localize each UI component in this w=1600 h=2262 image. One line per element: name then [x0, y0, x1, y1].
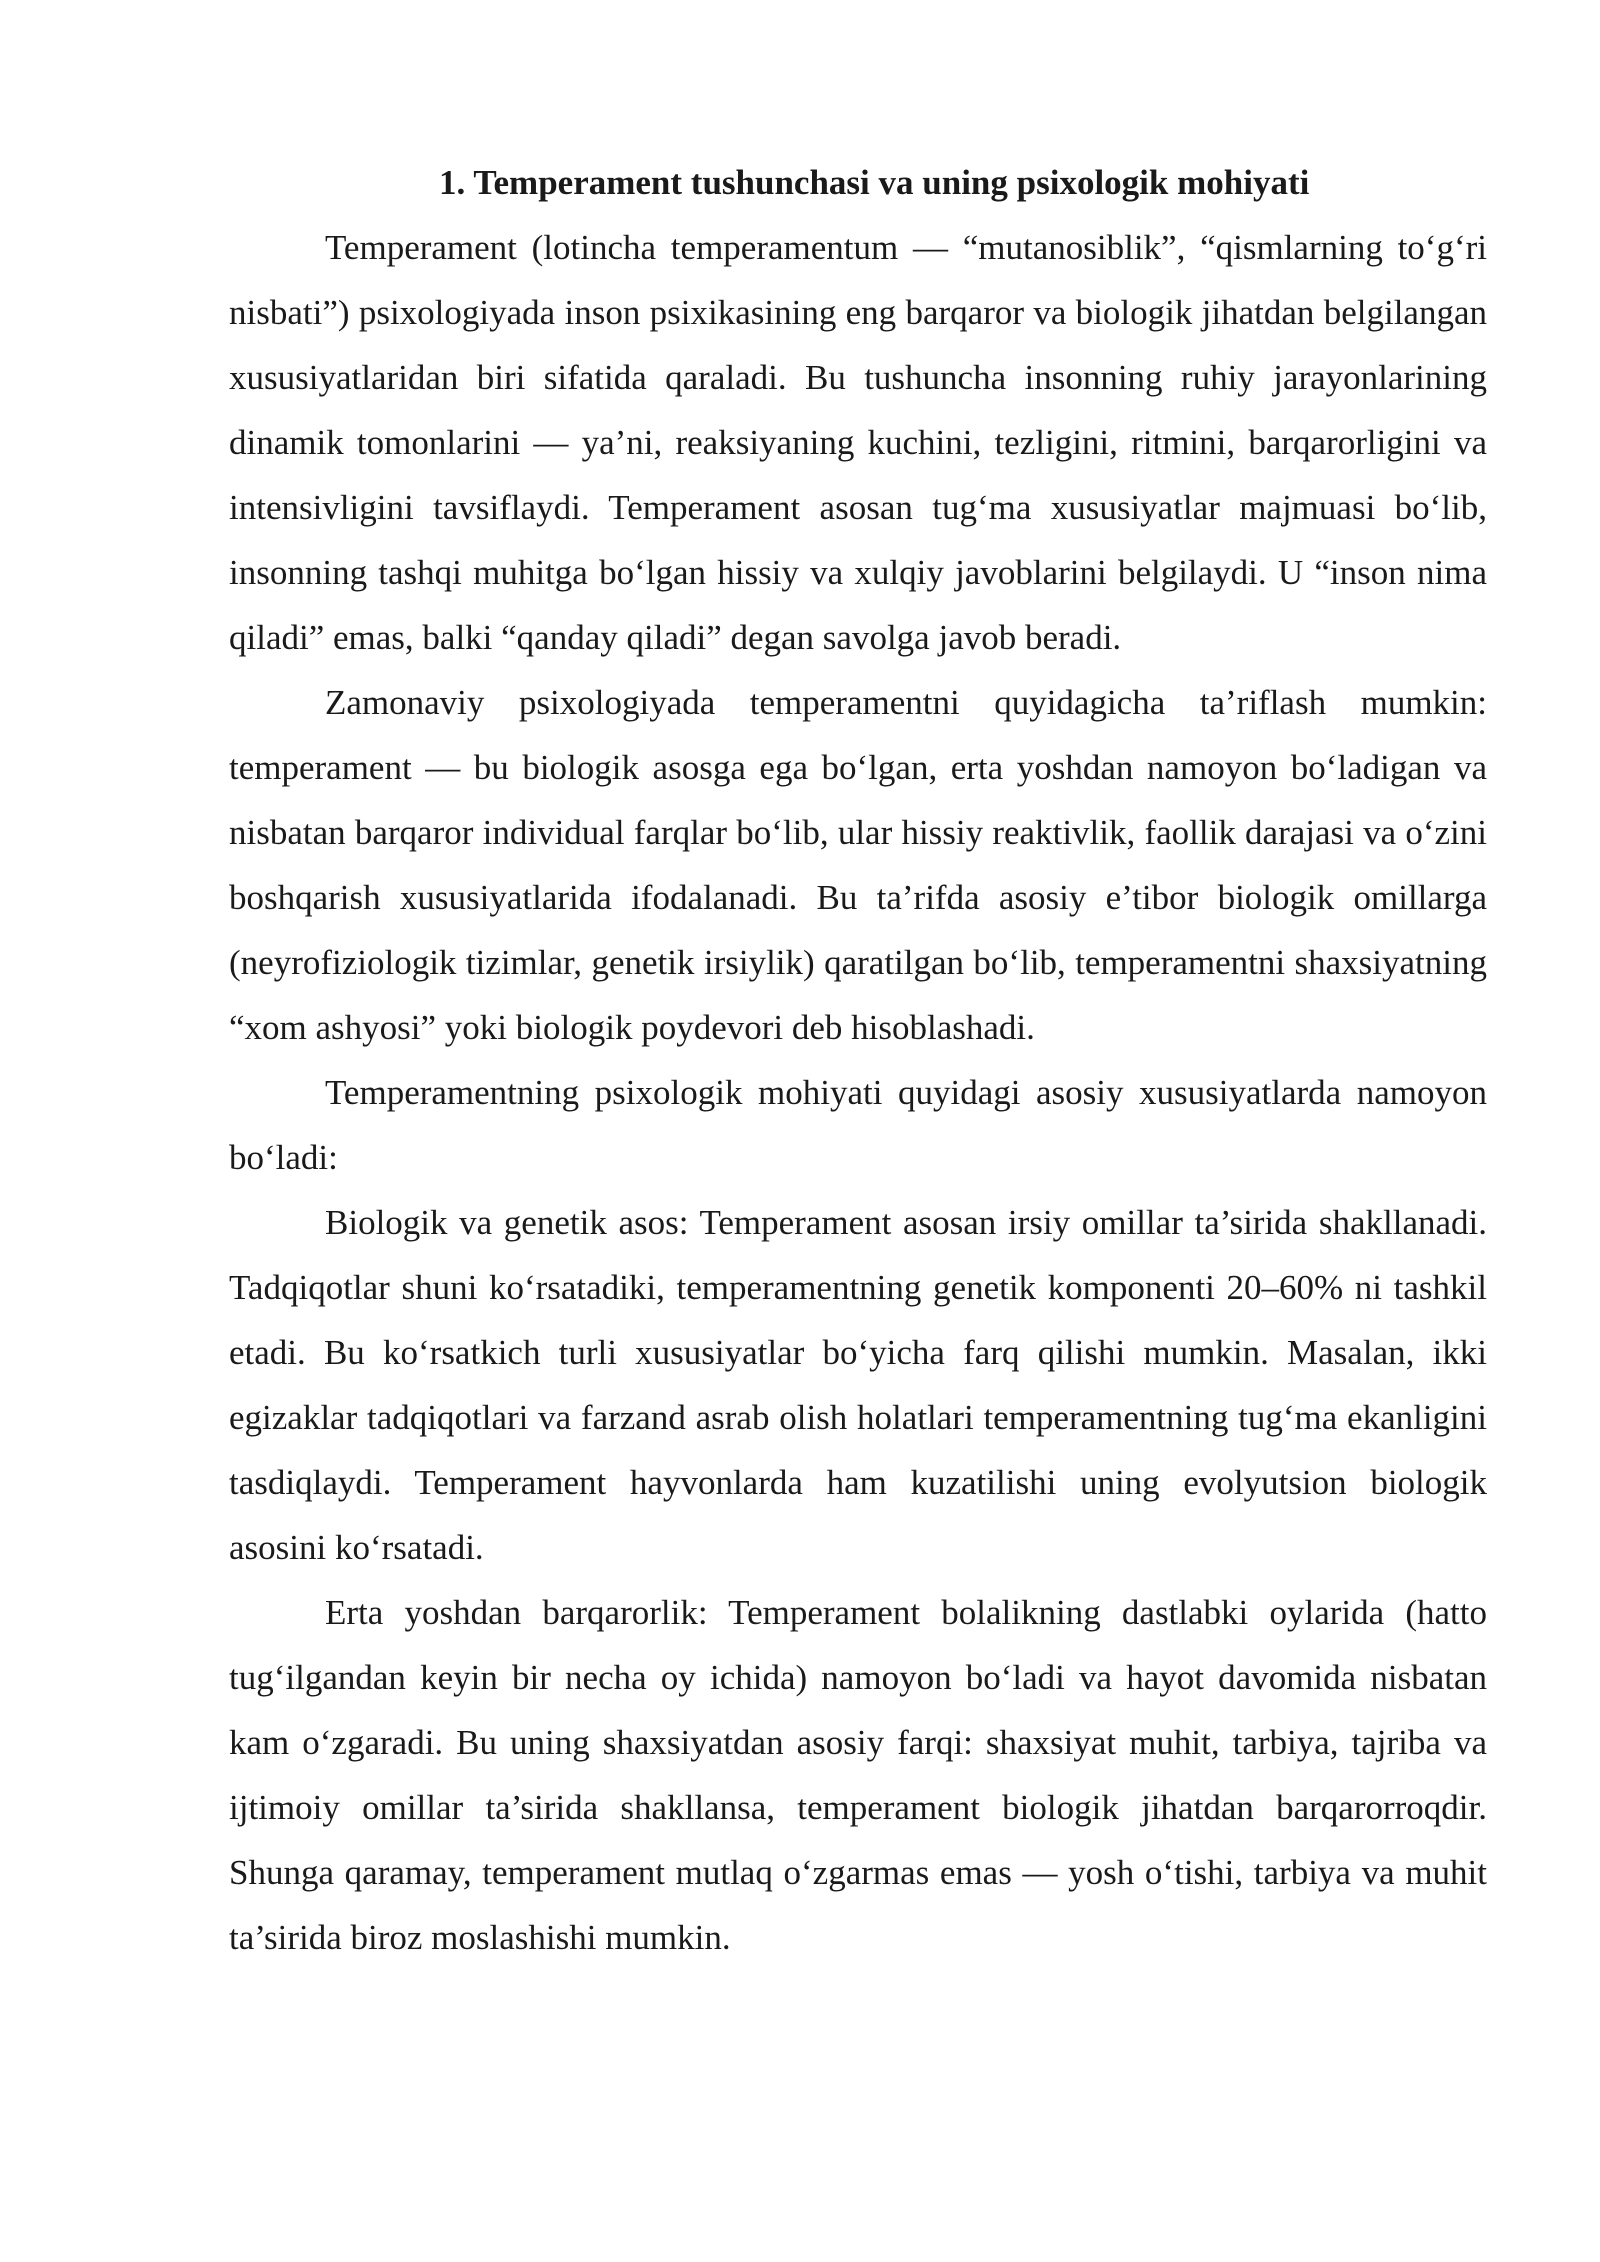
section-title: 1. Temperament tushunchasi va uning psixologik mohiyati	[439, 163, 1310, 202]
document-body	[229, 150, 1487, 1970]
paragraph-modern-definition: Zamonaviy psixologiyada temperamentni quyidagicha ta’riflash mumkin: temperament — bu biologik asosga ega bo‘lgan, erta yoshdan namoyon bo‘ladigan va nisbatan barqaror individual farqlar bo‘lib, ular hissiy reaktivlik, faollik darajasi va o‘zini boshqarish xususiyatlarida ifodalanadi. Bu ta’rifda asosiy e’tibor biologik omillarga (neyrofiziologik tizimlar, genetik irsiylik) qaratilgan bo‘lib, temperamentni shaxsiyatning “xom ashyosi” yoki biologik poydevori deb hisoblashadi.	[229, 683, 1487, 1047]
paragraph-biological-basis: Biologik va genetik asos: Temperament asosan irsiy omillar ta’sirida shakllanadi. Tadqiqotlar shuni ko‘rsatadiki, temperamentning genetik komponenti 20–60% ni tashkil etadi. Bu ko‘rsatkich turli xususiyatlar bo‘yicha farq qilishi mumkin. Masalan, ikki egizaklar tadqiqotlari va farzand asrab olish holatlari temperamentning tug‘ma ekanligini tasdiqlaydi. Temperament hayvonlarda ham kuzatilishi uning evolyutsion biologik asosini ko‘rsatadi.	[229, 1203, 1487, 1567]
paragraph-essence-intro: Temperamentning psixologik mohiyati quyidagi asosiy xususiyatlarda namoyon bo‘ladi:	[229, 1073, 1487, 1177]
paragraph-definition: Temperament (lotincha temperamentum — “mutanosiblik”, “qismlarning to‘g‘ri nisbati”) psixologiyada inson psixikasining eng barqaror va biologik jihatdan belgilangan xususiyatlaridan biri sifatida qaraladi. Bu tushuncha insonning ruhiy jarayonlarining dinamik tomonlarini — ya’ni, reaksiyaning kuchini, tezligini, ritmini, barqarorligini va intensivligini tavsiflaydi. Temperament asosan tug‘ma xususiyatlar majmuasi bo‘lib, insonning tashqi muhitga bo‘lgan hissiy va xulqiy javoblarini belgilaydi. U “inson nima qiladi” emas, balki “qanday qiladi” degan savolga javob beradi.	[229, 228, 1487, 657]
paragraph-early-stability: Erta yoshdan barqarorlik: Temperament bolalikning dastlabki oylarida (hatto tug‘ilgandan keyin bir necha oy ichida) namoyon bo‘ladi va hayot davomida nisbatan kam o‘zgaradi. Bu uning shaxsiyatdan asosiy farqi: shaxsiyat muhit, tarbiya, tajriba va ijtimoiy omillar ta’sirida shakllansa, temperament biologik jihatdan barqarorroqdir. Shunga qaramay, temperament mutlaq o‘zgarmas emas — yosh o‘tishi, tarbiya va muhit ta’sirida biroz moslashishi mumkin.	[229, 1593, 1487, 1957]
